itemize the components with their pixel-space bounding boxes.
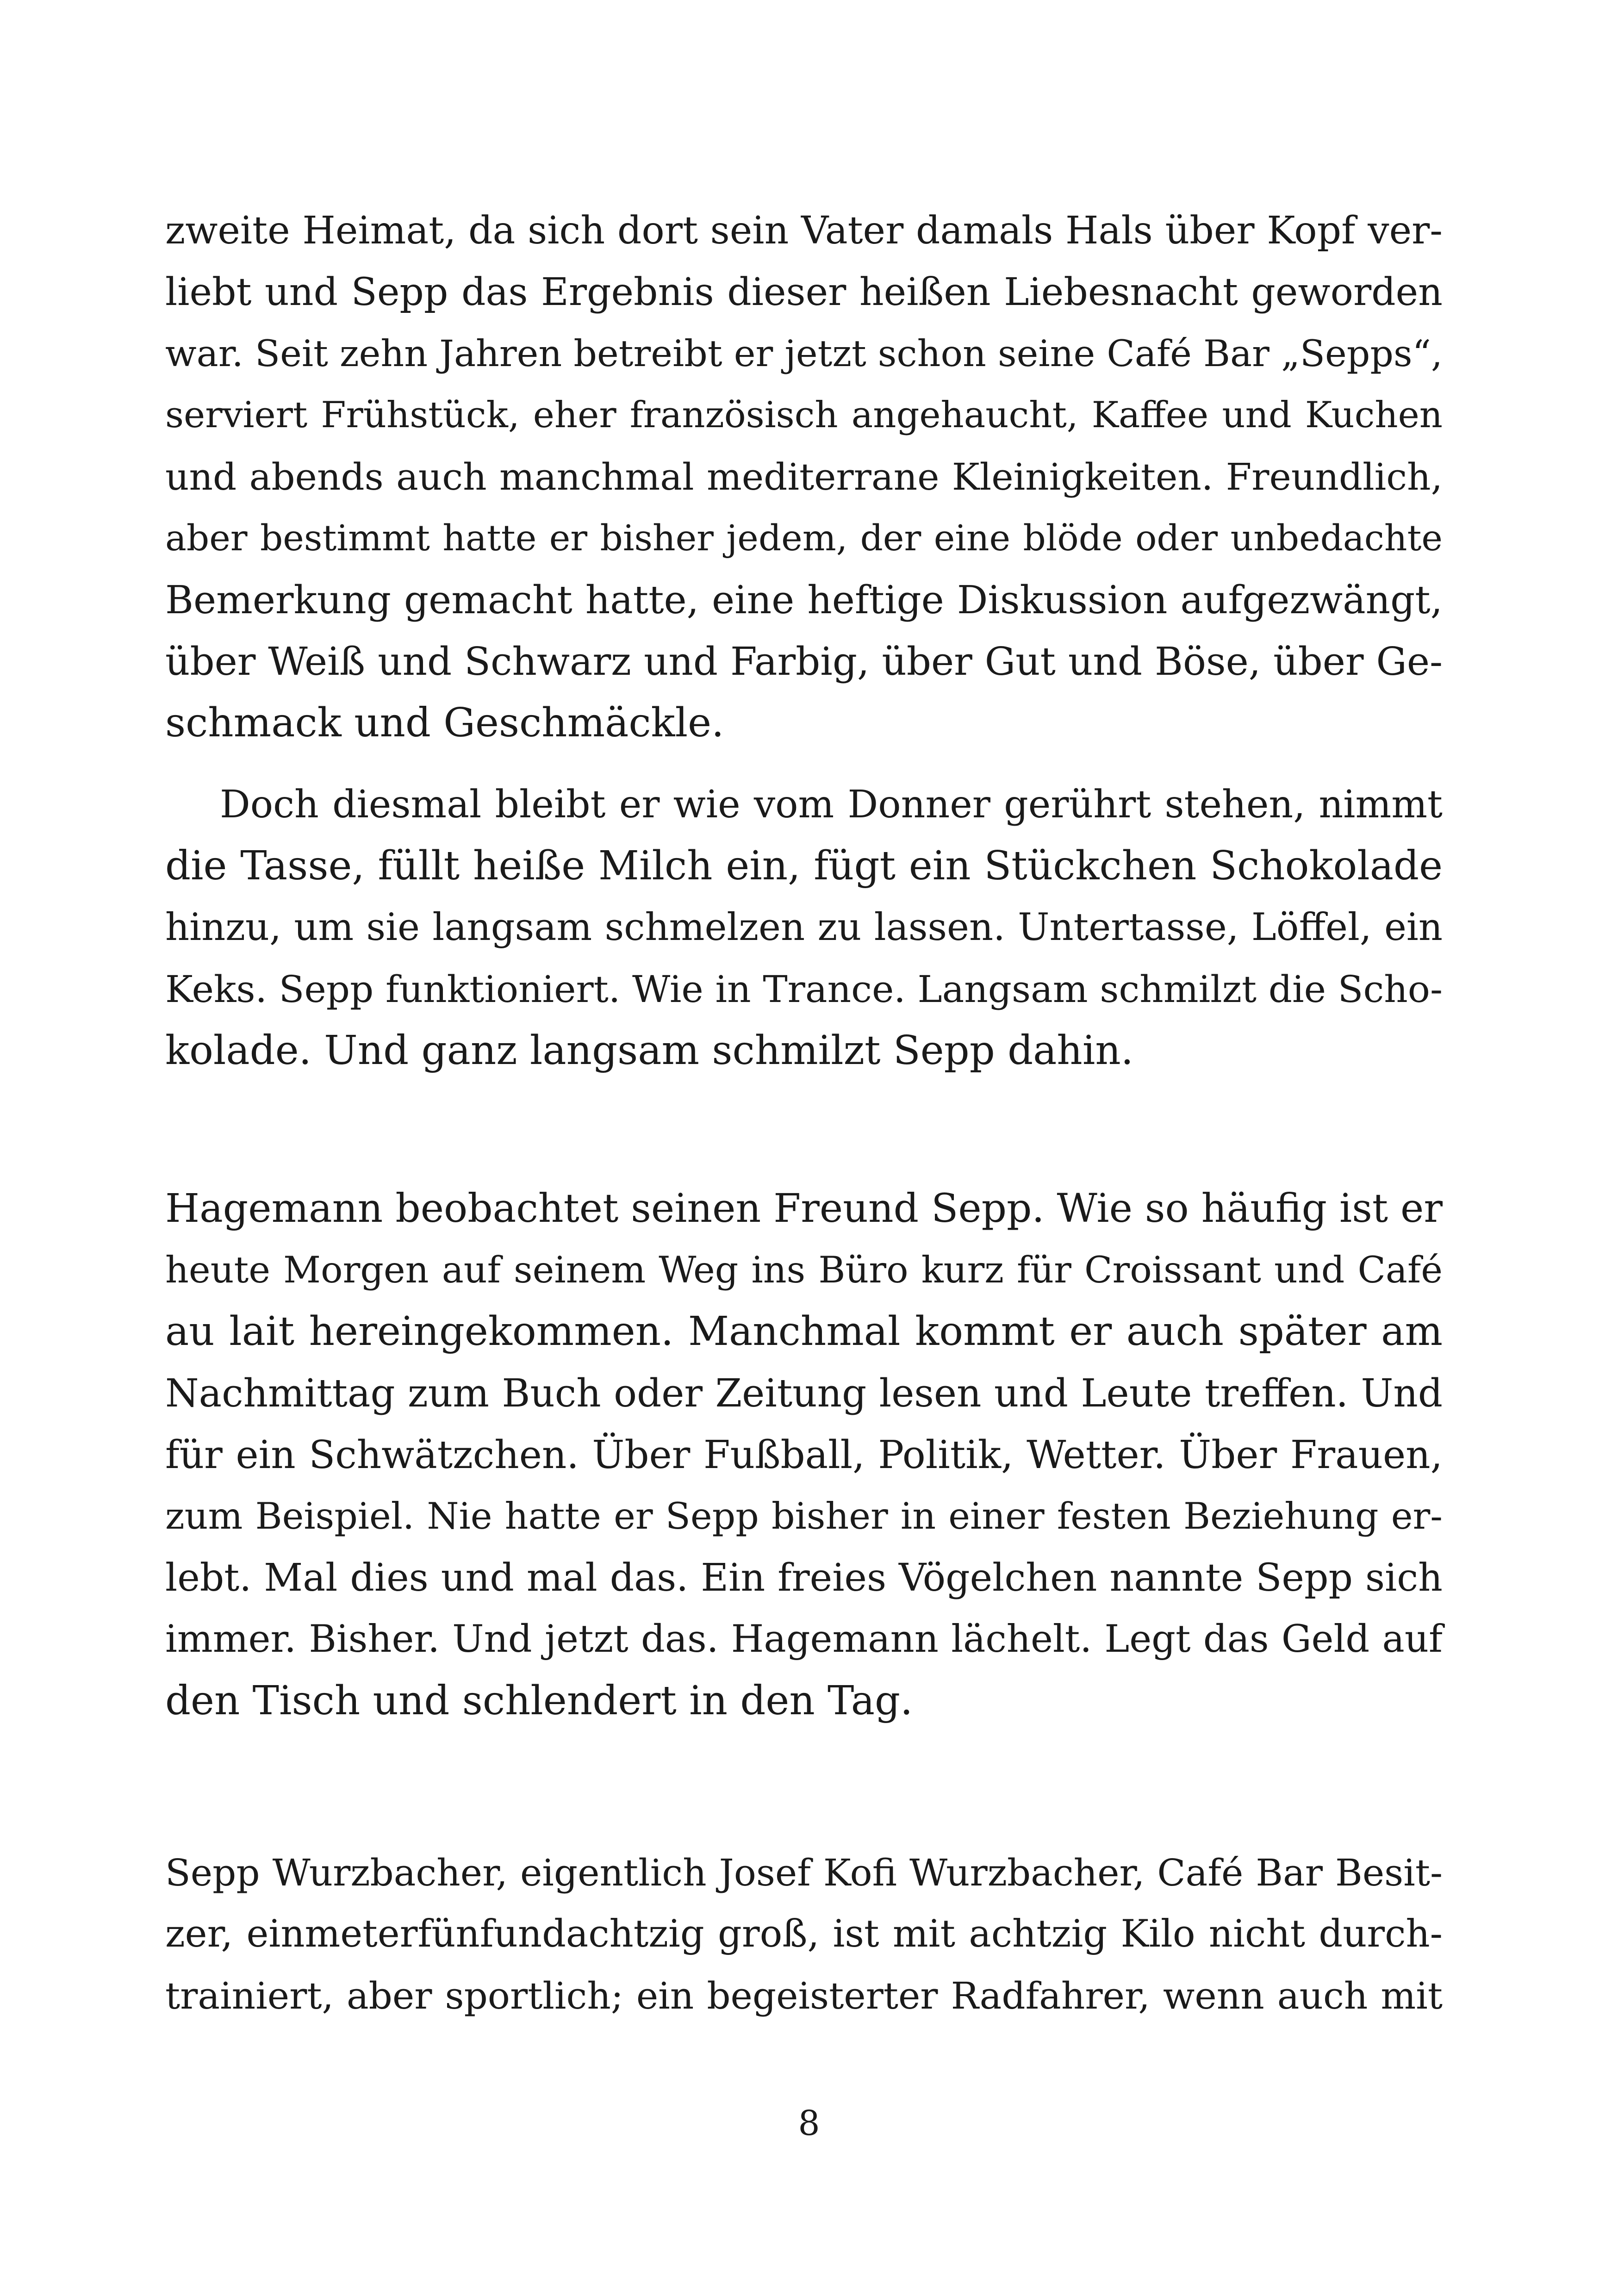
text-line: aber bestimmt hatte er bisher jedem, der eine blöde oder unbedachte: [165, 518, 1443, 559]
text-line: immer. Bisher. Und jetzt das. Hagemann lächelt. Legt das Geld auf: [165, 1618, 1443, 1661]
paragraph-3: [165, 1178, 1443, 1732]
text-line: für ein Schwätzchen. Über Fußball, Politik, Wetter. Über Frauen,: [165, 1432, 1443, 1477]
text-line: zum Beispiel. Nie hatte er Sepp bisher in einer festen Beziehung er-: [165, 1495, 1443, 1537]
text-line: Sepp Wurzbacher, eigentlich Josef Kofi Wurzbacher, Café Bar Besit-: [165, 1851, 1443, 1894]
text-line: und abends auch manchmal mediterrane Kleinigkeiten. Freundlich,: [165, 455, 1443, 498]
text-line: zweite Heimat, da sich dort sein Vater damals Hals über Kopf ver-: [165, 209, 1443, 253]
text-line: Doch diesmal bleibt er wie vom Donner gerührt stehen, nimmt: [220, 783, 1443, 827]
text-line: den Tisch und schlendert in den Tag.: [165, 1678, 913, 1724]
text-line: Keks. Sepp funktioniert. Wie in Trance. Langsam schmilzt die Scho-: [165, 968, 1443, 1011]
text-line: über Weiß und Schwarz und Farbig, über Gut und Böse, über Ge-: [165, 639, 1443, 684]
paragraph-2: [165, 774, 1443, 1082]
text-line: Bemerkung gemacht hatte, eine heftige Diskussion aufgezwängt,: [165, 578, 1443, 622]
text-line: die Tasse, füllt heiße Milch ein, fügt ein Stückchen Schokolade: [165, 843, 1443, 889]
paragraph-4: [165, 1842, 1443, 2027]
text-line: hinzu, um sie langsam schmelzen zu lassen. Untertasse, Löffel, ein: [165, 906, 1443, 949]
text-line: liebt und Sepp das Ergebnis dieser heißen Liebesnacht geworden: [165, 270, 1443, 314]
text-line: lebt. Mal dies und mal das. Ein freies Vögelchen nannte Sepp sich: [165, 1556, 1443, 1600]
text-line: schmack und Geschmäckle.: [165, 700, 724, 746]
text-line: Nachmittag zum Buch oder Zeitung lesen und Leute treffen. Und: [165, 1371, 1443, 1416]
text-line: zer, einmeterfünfundachtzig groß, ist mit achtzig Kilo nicht durch-: [165, 1912, 1443, 1956]
text-line: Hagemann beobachtet seinen Freund Sepp. Wie so häufig ist er: [165, 1186, 1443, 1232]
text-line: trainiert, aber sportlich; ein begeisterter Radfahrer, wenn auch mit: [165, 1974, 1443, 2017]
text-line: war. Seit zehn Jahren betreibt er jetzt schon seine Café Bar „Sepps“,: [165, 332, 1443, 375]
text-line: serviert Frühstück, eher französisch angehaucht, Kaffee und Kuchen: [165, 394, 1443, 436]
page-number: 8: [798, 2103, 820, 2143]
text-line: au lait hereingekommen. Manchmal kommt er auch später am: [165, 1308, 1443, 1355]
text-line: heute Morgen auf seinem Weg ins Büro kurz für Croissant und Café: [165, 1249, 1443, 1291]
paragraph-1: [165, 200, 1443, 754]
text-line: kolade. Und ganz langsam schmilzt Sepp dahin.: [165, 1027, 1134, 1074]
